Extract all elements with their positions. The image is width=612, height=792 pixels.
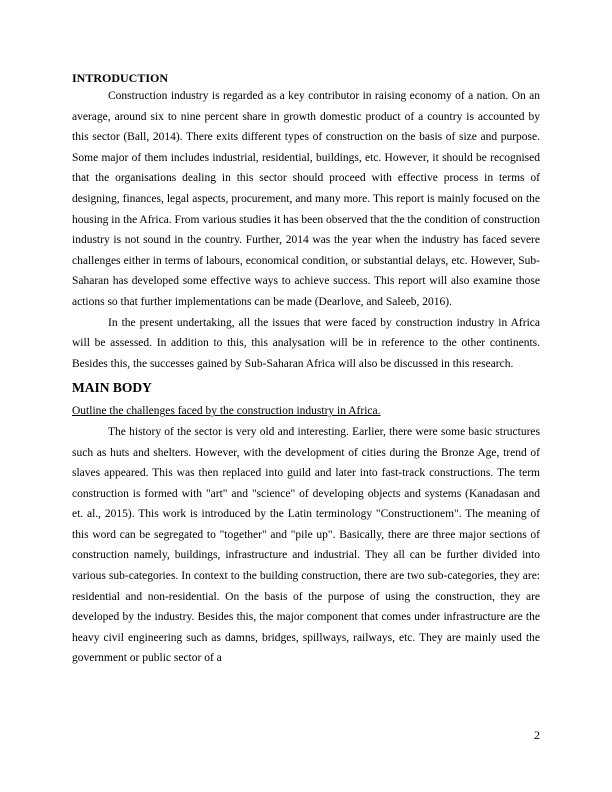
page-number: 2 xyxy=(534,728,540,742)
intro-paragraph-1: Construction industry is regarded as a key contributor in raising economy of a nation. On an average, around six to nine percent share in growth domestic product of a country is accounted by this sector (Ball, 2014). There exits different types of construction on the basis of size and purpose. Some major of them includes industrial, residential, buildings, etc. However, it should be recognised that the organisations dealing in this sector should proceed with effective process in terms of designing, finances, legal aspects, procurement, and many more. This report is mainly focused on the housing in the Africa. From various studies it has been observed that the the condition of construction industry is not sound in the country. Further, 2014 was the year when the industry has faced severe challenges either in terms of labours, economical condition, or substantial delays, etc. However, Sub-Saharan has developed some effective ways to achieve success. This report will also examine those actions so that further implementations can be made (Dearlove, and Saleeb, 2016). xyxy=(72,90,540,308)
introduction-heading: INTRODUCTION xyxy=(72,71,169,85)
main-subheading: Outline the challenges faced by the construction industry in Africa. xyxy=(72,405,381,418)
page-content xyxy=(72,70,540,669)
intro-paragraph-2: In the present undertaking, all the issues that were faced by construction industry in Africa will be assessed. In addition to this, this analysation will be in reference to the other continents. Besides this, the successes gained by Sub-Saharan Africa will also be discussed in this research. xyxy=(72,316,540,370)
main-paragraph-1: The history of the sector is very old and interesting. Earlier, there were some basic structures such as huts and shelters. However, with the development of cities during the Bronze Age, trend of slaves appeared. This was then replaced into guild and later into fast-track constructions. The term construction is formed with "art" and "science" of developing objects and systems (Kanadasan and et. al., 2015). This work is introduced by the Latin terminology "Constructionem". The meaning of this word can be segregated to "together" and "pile up". Basically, there are three major sections of construction namely, buildings, infrastructure and industrial. They all can be further divided into various sub-categories. In context to the building construction, there are two sub-categories, they are: residential and non-residential. On the basis of the purpose of using the construction, they are developed by the industry. Besides this, the major component that comes under infrastructure are the heavy civil engineering such as damns, bridges, spillways, railways, etc. They are mainly used the government or public sector of a xyxy=(72,425,540,665)
main-body-heading: MAIN BODY xyxy=(72,380,152,396)
